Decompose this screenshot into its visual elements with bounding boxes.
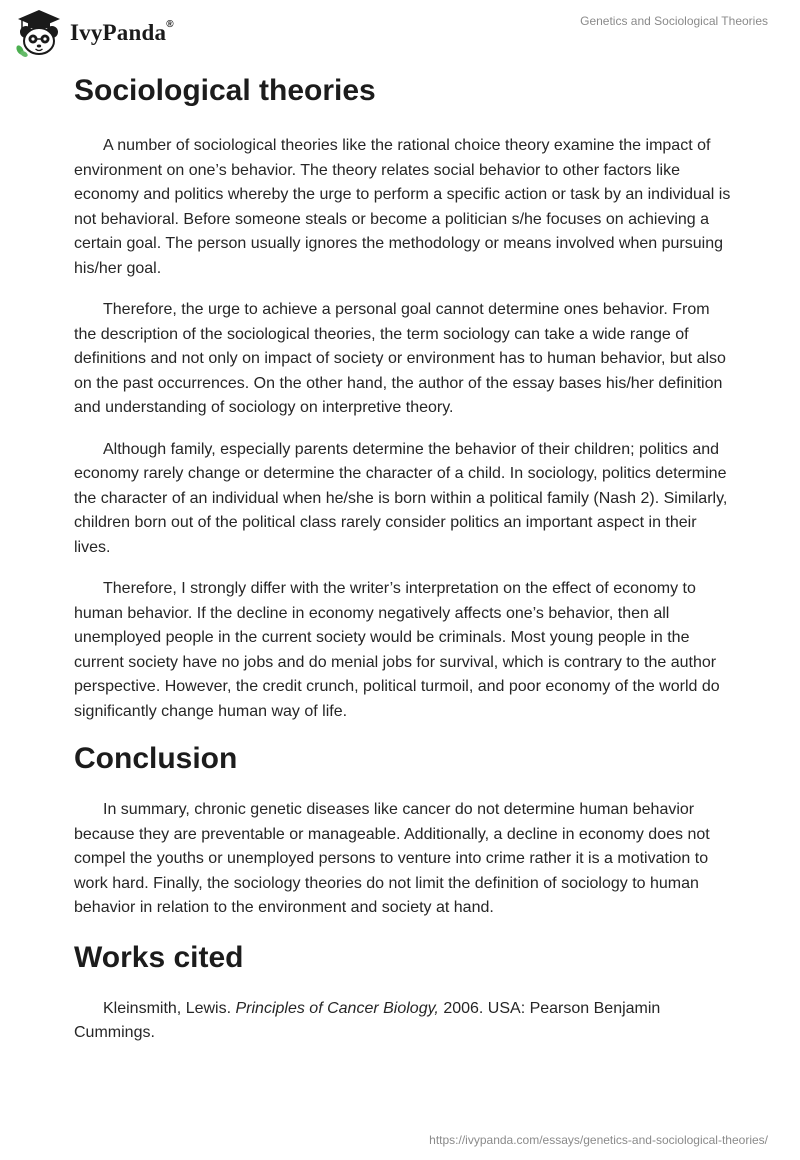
source-url[interactable]: https://ivypanda.com/essays/genetics-and-sociological-theories/ (429, 1133, 768, 1147)
paragraph: Therefore, the urge to achieve a personal goal cannot determine ones behavior. From the description of the sociological theories, the term sociology can take a wide range of definitions and not only on impact of society or environment has to human behavior, but also on the past occurrences. On the other hand, the author of the essay bases his/her definition and understanding of sociology on interpretive theory. (74, 301, 726, 416)
section-sociological-theories (74, 68, 734, 724)
document-title: Genetics and Sociological Theories (580, 14, 768, 28)
section-works-cited (74, 935, 734, 1046)
page-header (0, 0, 800, 64)
citation-author: Kleinsmith, Lewis. (103, 999, 232, 1017)
section-conclusion (74, 736, 734, 921)
article-content (74, 68, 734, 1046)
logo-wordmark: IvyPanda® (70, 19, 174, 45)
citation-entry (74, 997, 734, 1046)
panda-logo-icon (14, 8, 64, 58)
section-heading: Works cited (74, 940, 244, 974)
paragraph: A number of sociological theories like the rational choice theory examine the impact of environment on one’s behavior. The theory relates social behavior to other factors like economy and politics whereby the urge to perform a specific action or task by an individual is not behavioral. Before someone steals or become a politician s/he focuses on achieving a certain goal. The person usually ignores the methodology or means involved when pursuing his/her goal. (74, 137, 731, 277)
paragraph: In summary, chronic genetic diseases like cancer do not determine human behavior because they are preventable or manageable. Additionally, a decline in economy does not compel the youths or unemployed persons to venture into crime rather it is a motivation to work hard. Finally, the sociology theories do not limit the definition of sociology to human behavior in relation to the environment and society at hand. (74, 801, 710, 916)
section-heading: Sociological theories (74, 74, 376, 107)
paragraph: Therefore, I strongly differ with the writer’s interpretation on the effect of economy to human behavior. If the decline in economy negatively affects one’s behavior, then all unemployed people in the current society would be criminals. Most young people in the current society have no jobs and do menial jobs for survival, which is contrary to the author perspective. However, the credit crunch, political turmoil, and poor economy of the world do significantly change human way of life. (74, 580, 720, 720)
ivypanda-logo[interactable] (14, 8, 174, 58)
citation-title: Principles of Cancer Biology, (235, 999, 439, 1017)
citation-details: 2006. USA: Pearson Benjamin Cummings. (74, 999, 661, 1041)
registered-mark: ® (166, 19, 174, 31)
section-heading: Conclusion (74, 742, 238, 775)
paragraph: Although family, especially parents determine the behavior of their children; politics and economy rarely change or determine the character of a child. In sociology, politics determine the character of an individual when he/she is born within a political family (Nash 2). Similarly, children born out of the political class rarely consider politics an important aspect in their lives. (74, 440, 728, 556)
